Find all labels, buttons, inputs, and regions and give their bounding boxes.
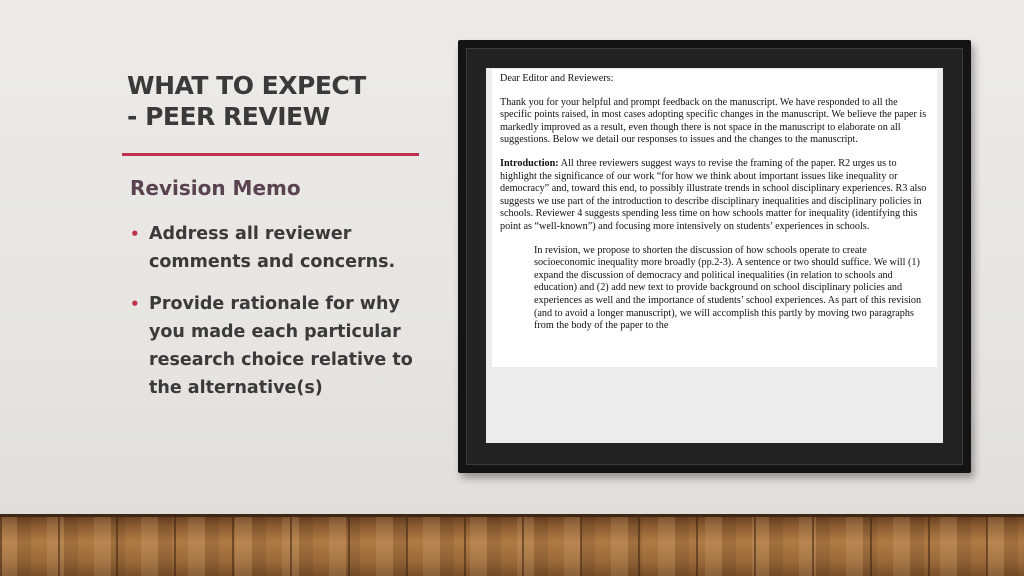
- title-divider: [122, 153, 419, 156]
- memo-response: In revision, we propose to shorten the discussion of how schools operate to create socioeconomic inequality more broadly (pp.2-3). A sentence or two should suffice. We will (1) expand the discussion of democracy and political inequalities (in relation to schools and education) and (2) add new text to provide background on school disciplinary policies and experiences as well and the importance of students’ school experiences. As part of this revision (and to avoid a longer manuscript), we will accomplish this partly by moving two paragraphs from the body of the paper to the: [534, 244, 922, 332]
- memo-greeting: Dear Editor and Reviewers:: [500, 73, 614, 84]
- bullet-item: [130, 290, 430, 402]
- bullet-dot-icon: •: [130, 295, 140, 313]
- bullet-text: Address all reviewer comments and concerns.: [149, 224, 396, 272]
- memo-introduction-label: Introduction:: [500, 157, 559, 169]
- memo-paragraph: Thank you for your helpful and prompt feedback on the manuscript. We have responded to all the specific points raised, in most cases adopting specific changes in the manuscript. We believe the paper is markedly improved as a result, even though there is not space in the manuscript to elaborate on all suggestions. Below we detail our responses to issues and the changes to the manuscript.: [500, 96, 927, 146]
- picture-frame: [458, 40, 971, 473]
- memo-introduction: [500, 158, 929, 234]
- bullet-list: [130, 220, 430, 416]
- bullet-text: Provide rationale for why you made each particular research choice relative to the alternative(s): [149, 294, 413, 398]
- bullet-item: [130, 220, 430, 276]
- frame-mat: [486, 68, 943, 443]
- slide-title: [127, 70, 447, 132]
- wood-floor: [0, 514, 1024, 576]
- memo-document-image: [492, 69, 937, 367]
- memo-introduction-text: All three reviewers suggest ways to revise the framing of the paper. R2 urges us to highlight the significance of our work “for how we think about important issues like inequality or democracy” and, toward this end, to possibly illustrate trends in school disciplinary experiences. R3 also suggests we use part of the introduction to describe disciplinary inequalities and disciplinary policies in schools. Reviewer 4 suggests spending less time on how schools matter for inequality (identifying this point as “well-known”) and focusing more intensively on students’ experiences in schools.: [500, 157, 927, 232]
- section-subtitle: Revision Memo: [130, 176, 301, 200]
- slide-title-line-2: - PEER REVIEW: [127, 102, 330, 131]
- slide-title-line-1: WHAT TO EXPECT: [127, 71, 366, 100]
- bullet-dot-icon: •: [130, 225, 140, 243]
